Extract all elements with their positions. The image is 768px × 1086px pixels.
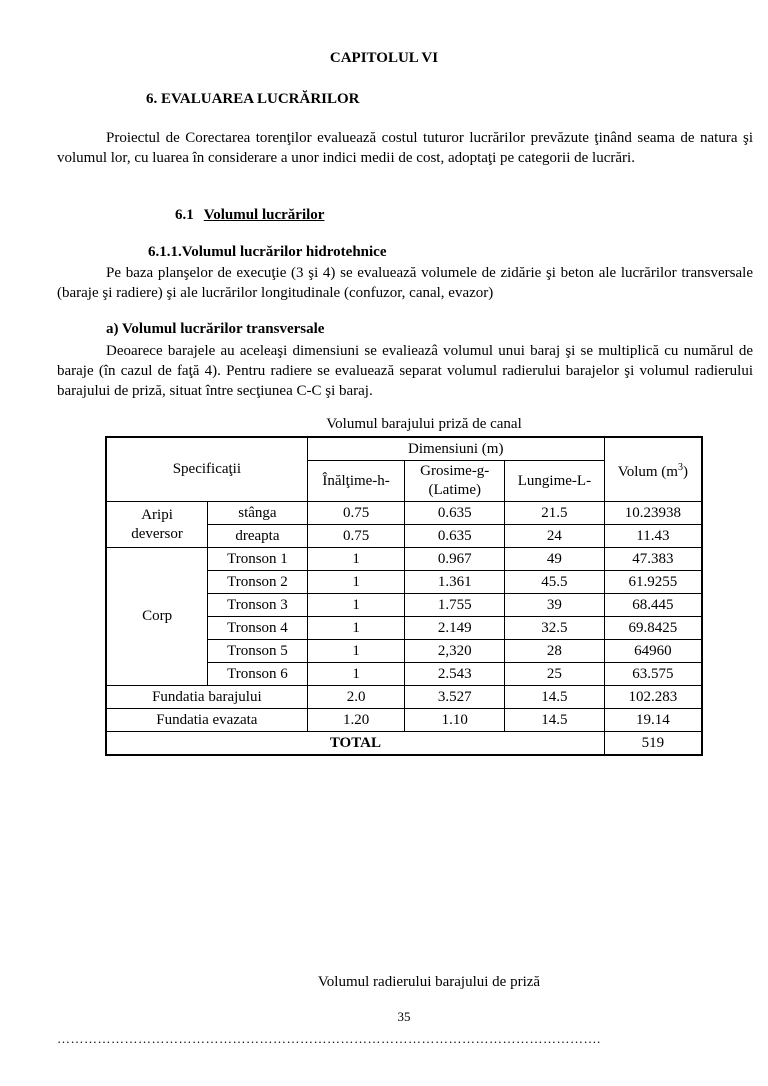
header-inaltime: Înălţime-h- [307, 461, 405, 502]
header-grosime-line2: (Latime) [428, 482, 481, 498]
cell-v: 68.445 [604, 594, 702, 617]
table-row [106, 686, 702, 709]
cell-g: 1.361 [405, 571, 505, 594]
group-aripi-line1: Aripi [141, 506, 173, 523]
row-label: Tronson 1 [208, 548, 308, 571]
subsection-title: Volumul lucrărilor [203, 207, 325, 223]
row-label: dreapta [208, 525, 308, 548]
subsection-heading [175, 207, 324, 224]
cell-h: 1 [307, 571, 405, 594]
subsection-number: 6.1 [175, 207, 194, 223]
row-label: stânga [208, 502, 308, 525]
transversal-paragraph: Deoarece barajele au aceleaşi dimensiuni se evalieazâ volumul unui baraj şi se multiplică cu numărul de baraje (în cazul de faţă 4). Pentru radiere se evaluează separat volumul radierului barajelor şi volumul radierului barajului de priză, situat între secţiunea C-C şi baraj. [57, 343, 753, 399]
subsubsection-title: 6.1.1.Volumul lucrărilor hidrotehnice [148, 244, 387, 260]
header-specificatii: Specificaţii [106, 437, 307, 502]
footer-dots: …………………………………………………………………………………………………………. [57, 1031, 601, 1046]
cell-v: 63.575 [604, 663, 702, 686]
cell-v: 69.8425 [604, 617, 702, 640]
group-corp: Corp [106, 548, 208, 686]
cell-h: 1 [307, 640, 405, 663]
row-label: Tronson 3 [208, 594, 308, 617]
cell-h: 1 [307, 663, 405, 686]
cell-h: 1.20 [307, 709, 405, 732]
cell-l: 28 [505, 640, 605, 663]
table-row [106, 709, 702, 732]
cell-l: 32.5 [505, 617, 605, 640]
cell-g: 2.543 [405, 663, 505, 686]
header-dimensiuni: Dimensiuni (m) [307, 437, 604, 461]
cell-v: 102.283 [604, 686, 702, 709]
header-volum-sup: 3 [677, 461, 683, 473]
table-row [106, 548, 702, 571]
cell-v: 19.14 [604, 709, 702, 732]
cell-l: 39 [505, 594, 605, 617]
second-caption: Volumul radierului barajului de priză [317, 974, 541, 990]
page-number: 35 [397, 1009, 411, 1024]
table-total-row [106, 732, 702, 756]
cell-g: 1.755 [405, 594, 505, 617]
cell-g: 2,320 [405, 640, 505, 663]
cell-v: 47.383 [604, 548, 702, 571]
table-row [106, 502, 702, 525]
cell-g: 3.527 [405, 686, 505, 709]
section-title: 6. EVALUAREA LUCRĂRILOR [146, 91, 360, 107]
header-volum [604, 437, 702, 502]
cell-h: 0.75 [307, 502, 405, 525]
table-header-row [106, 437, 702, 461]
cell-l: 25 [505, 663, 605, 686]
cell-h: 1 [307, 594, 405, 617]
total-label: TOTAL [106, 732, 604, 756]
cell-v: 11.43 [604, 525, 702, 548]
volume-table [105, 436, 703, 756]
header-grosime-line1: Grosime-g- [420, 463, 490, 479]
cell-h: 0.75 [307, 525, 405, 548]
cell-l: 14.5 [505, 709, 605, 732]
cell-v: 61.9255 [604, 571, 702, 594]
cell-l: 21.5 [505, 502, 605, 525]
cell-h: 2.0 [307, 686, 405, 709]
row-label: Fundatia barajului [106, 686, 307, 709]
header-grosime [405, 461, 505, 502]
header-lungime: Lungime-L- [505, 461, 605, 502]
cell-l: 45.5 [505, 571, 605, 594]
header-volum-close: ) [682, 463, 688, 480]
group-aripi [106, 502, 208, 548]
cell-g: 0.635 [405, 525, 505, 548]
intro-paragraph: Proiectul de Corectarea torenţilor evaluează costul tuturor lucrărilor prevăzute ţinând seama de natura şi volumul lor, cu luarea în considerare a unor indici medii de cost, adoptaţi pe categorii de lucrări. [57, 130, 753, 166]
total-value: 519 [604, 732, 702, 756]
row-label: Fundatia evazata [106, 709, 307, 732]
chapter-title: CAPITOLUL VI [329, 50, 439, 66]
group-aripi-line2: deversor [131, 525, 183, 542]
cell-h: 1 [307, 617, 405, 640]
cell-g: 2.149 [405, 617, 505, 640]
cell-g: 1.10 [405, 709, 505, 732]
table-caption: Volumul barajului priză de canal [326, 416, 522, 432]
cell-h: 1 [307, 548, 405, 571]
cell-l: 49 [505, 548, 605, 571]
cell-l: 14.5 [505, 686, 605, 709]
cell-v: 10.23938 [604, 502, 702, 525]
cell-l: 24 [505, 525, 605, 548]
row-label: Tronson 4 [208, 617, 308, 640]
subpoint-title: a) Volumul lucrărilor transversale [106, 321, 325, 337]
hydro-paragraph: Pe baza planşelor de execuţie (3 şi 4) se evaluează volumele de zidărie şi beton ale lucrărilor transversale (baraje şi radiere) şi ale lucrărilor longitudinale (confuzor, canal, evazor) [57, 265, 753, 301]
header-volum-text: Volum (m [617, 463, 678, 480]
row-label: Tronson 6 [208, 663, 308, 686]
cell-g: 0.635 [405, 502, 505, 525]
row-label: Tronson 2 [208, 571, 308, 594]
cell-g: 0.967 [405, 548, 505, 571]
cell-v: 64960 [604, 640, 702, 663]
row-label: Tronson 5 [208, 640, 308, 663]
